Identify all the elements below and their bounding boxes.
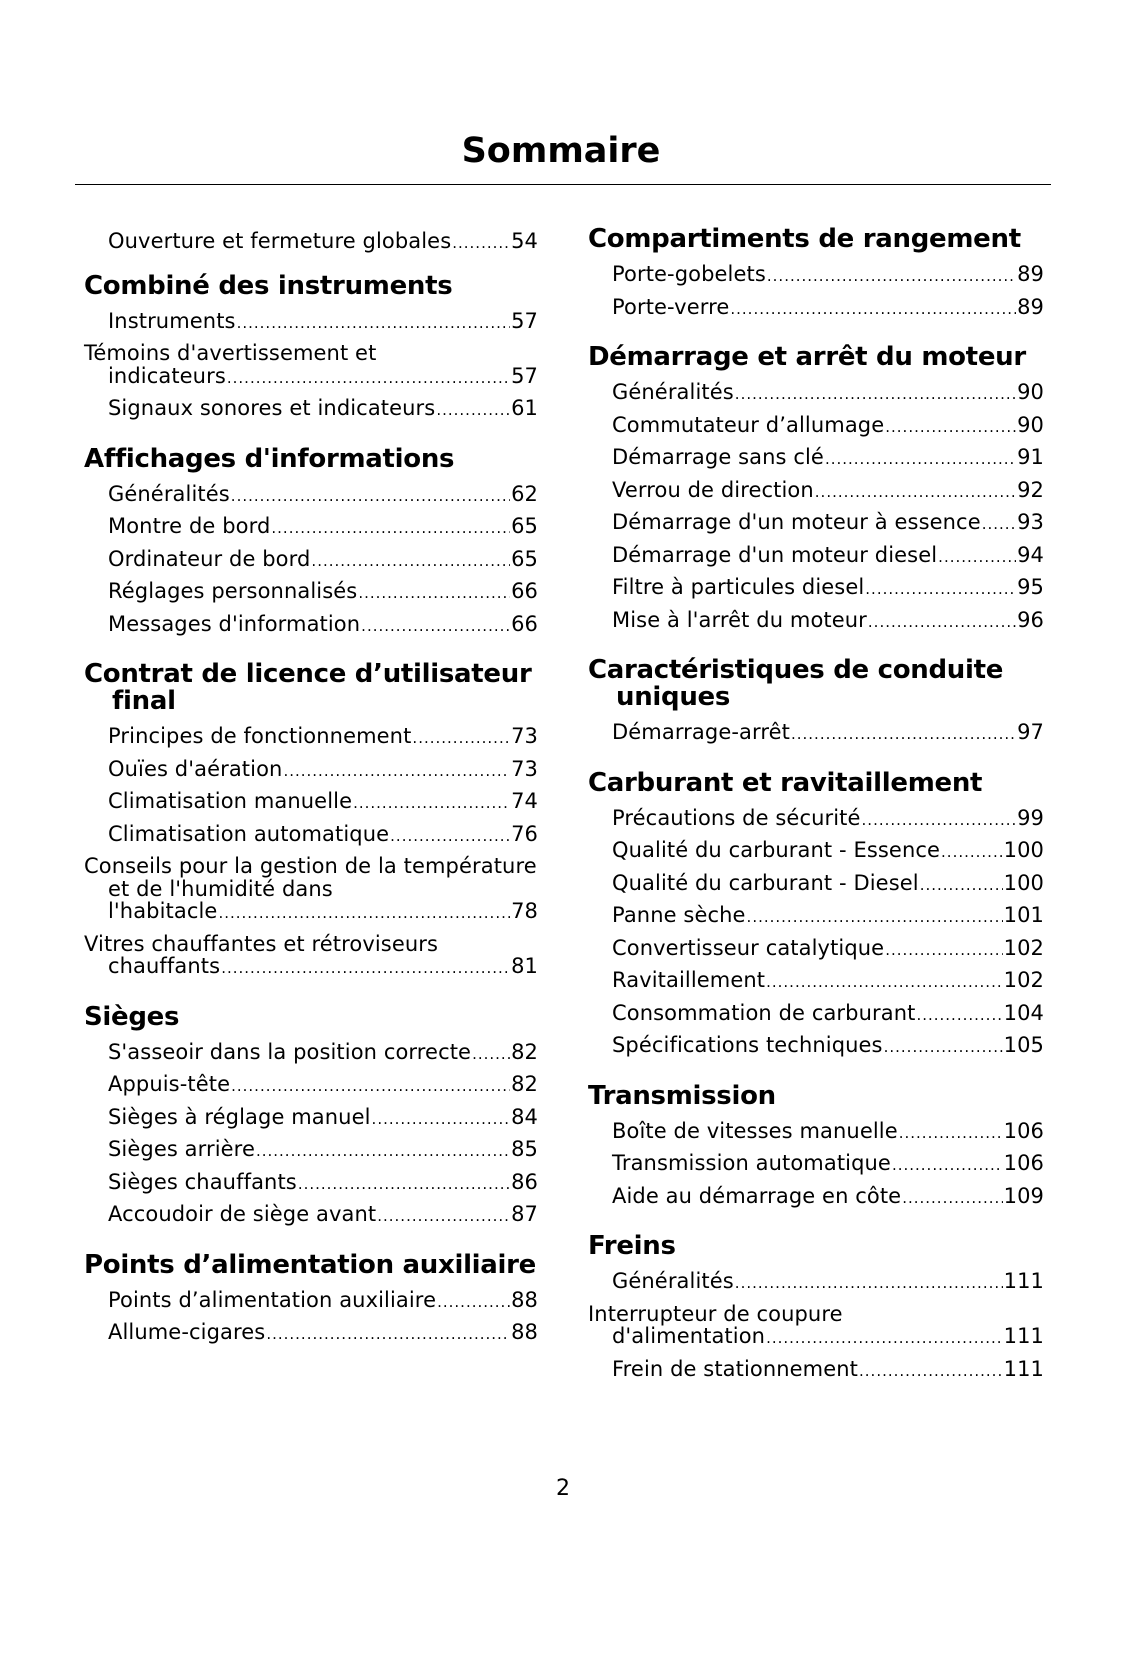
toc-section-heading[interactable]: Carburant et ravitaillement (588, 767, 983, 798)
dot-leader (916, 1004, 1002, 1027)
toc-entry[interactable] (84, 479, 538, 512)
toc-section (588, 344, 1044, 637)
toc-entry[interactable] (84, 393, 538, 426)
dot-leader (390, 825, 510, 848)
dot-leader (941, 841, 1003, 864)
dot-leader (436, 399, 510, 422)
toc-entry-text: Précautions de sécurité (612, 805, 861, 830)
toc-entry-text: Messages d'information (108, 611, 361, 636)
toc-entry-page: 84 (511, 1104, 538, 1129)
toc-entry-page: 88 (511, 1320, 538, 1344)
toc-entry-text: d'alimentation (612, 1324, 766, 1348)
toc-section (84, 270, 538, 426)
toc-entry-text: Convertisseur catalytique (612, 935, 885, 960)
toc-entry[interactable] (588, 868, 1044, 901)
dot-leader (472, 1043, 510, 1066)
toc-entry-text: Mise à l'arrêt du moteur (612, 607, 867, 632)
toc-entry-page: 61 (511, 396, 538, 420)
toc-entry[interactable] (588, 292, 1044, 325)
toc-entry[interactable] (84, 929, 538, 984)
toc-entry-text: Transmission automatique (612, 1151, 891, 1175)
toc-section-heading[interactable]: Affichages d'informations (84, 443, 455, 474)
toc-entry-text: Démarrage d'un moteur diesel (612, 542, 938, 567)
page-number: 2 (556, 1476, 570, 1501)
toc-entry-text: Généralités (612, 1269, 734, 1293)
toc-entry[interactable] (588, 1299, 1044, 1354)
toc-entry-text: Allume-cigares (108, 1320, 266, 1344)
toc-entry[interactable] (84, 1285, 538, 1318)
dot-leader (298, 1173, 510, 1196)
toc-entry[interactable] (84, 306, 538, 339)
toc-section-heading[interactable]: Contrat de licence d’utilisateur final (84, 659, 532, 716)
toc-right-column (588, 226, 1044, 1406)
toc-entry[interactable] (588, 605, 1044, 638)
toc-entry-text: Consommation de carburant (612, 1000, 916, 1025)
toc-entry-page: 78 (511, 899, 538, 923)
toc-section (84, 443, 538, 642)
toc-entry-text: Verrou de direction (612, 477, 814, 502)
toc-entry-page: 85 (511, 1137, 538, 1161)
toc-entry[interactable] (588, 965, 1044, 998)
toc-entry-page: 111 (1003, 1269, 1044, 1293)
toc-entry-text: Qualité du carburant - Essence (612, 838, 941, 862)
toc-entry-page: 65 (511, 514, 538, 538)
toc-entry-page: 76 (511, 821, 538, 846)
dot-leader (437, 1291, 510, 1314)
toc-first-section (84, 226, 538, 259)
toc-entry-page: 65 (511, 546, 538, 571)
toc-entry[interactable] (84, 1317, 538, 1350)
toc-entry-page: 91 (1017, 445, 1044, 469)
toc-entry-page: 101 (1003, 903, 1044, 927)
toc-entry-page: 111 (1003, 1324, 1044, 1348)
dot-leader (221, 957, 510, 980)
toc-entry[interactable] (84, 1069, 538, 1102)
toc-entry-text: l'habitacle (108, 899, 218, 923)
dot-leader (218, 902, 510, 925)
dot-leader (982, 513, 1016, 536)
toc-entry-page: 89 (1017, 294, 1044, 319)
dot-leader (231, 1075, 510, 1098)
toc-entry-text-prefix: Témoins d'avertissement et (84, 341, 377, 365)
dot-leader (815, 481, 1016, 504)
toc-entry[interactable] (588, 717, 1044, 750)
dot-leader (361, 615, 510, 638)
toc-entry-page: 62 (511, 481, 538, 506)
toc-entry-text: Ordinateur de bord (108, 546, 311, 571)
toc-entry[interactable] (84, 544, 538, 577)
toc-entry-text: Sièges chauffants (108, 1169, 297, 1194)
toc-section (588, 657, 1044, 750)
toc-entry-page: 102 (1003, 968, 1044, 992)
toc-entry-page: 66 (511, 579, 538, 603)
toc-entry[interactable] (588, 1181, 1044, 1214)
dot-leader (237, 312, 510, 335)
toc-entry-page: 111 (1003, 1356, 1044, 1381)
toc-entry-text: Appuis-tête (108, 1072, 231, 1096)
dot-leader (735, 1272, 1003, 1295)
toc-entry-text: Porte-verre (612, 294, 730, 319)
toc-entry-page: 92 (1017, 477, 1044, 502)
page-title: Sommaire (461, 131, 661, 171)
toc-entry-page: 94 (1017, 542, 1044, 567)
toc-section-heading[interactable]: Sièges (84, 1001, 180, 1032)
dot-leader (358, 582, 510, 605)
toc-entry-text-prefix: Interrupteur de coupure (588, 1301, 843, 1326)
toc-left-column (84, 226, 538, 1370)
toc-entry-text: Accoudoir de siège avant (108, 1202, 377, 1226)
toc-entry-text: Ouverture et fermeture globales (108, 229, 452, 253)
dot-leader (862, 809, 1017, 832)
toc-entry[interactable] (588, 259, 1044, 292)
toc-entry-page: 54 (511, 229, 538, 253)
toc-entry-text-prefix: Vitres chauffantes et rétroviseurs (84, 931, 439, 956)
dot-leader (868, 611, 1016, 634)
toc-entry-page: 86 (511, 1169, 538, 1194)
toc-entry[interactable] (84, 851, 538, 929)
toc-entry[interactable] (84, 819, 538, 852)
toc-entry-text: S'asseoir dans la position correcte (108, 1039, 472, 1064)
toc-entry-text: Porte-gobelets (612, 262, 766, 286)
toc-entry-text: Démarrage-arrêt (612, 720, 790, 744)
toc-entry[interactable] (84, 576, 538, 609)
toc-entry[interactable] (588, 442, 1044, 475)
toc-entry[interactable] (84, 1037, 538, 1070)
toc-entry[interactable] (588, 900, 1044, 933)
toc-section-heading[interactable]: Combiné des instruments (84, 270, 453, 301)
toc-entry-text: Sièges à réglage manuel (108, 1104, 371, 1129)
toc-entry[interactable] (84, 1134, 538, 1167)
toc-entry-page: 57 (511, 308, 538, 333)
toc-entry-text: Aide au démarrage en côte (612, 1183, 902, 1208)
dot-leader (767, 265, 1016, 288)
toc-entry-page: 89 (1017, 262, 1044, 286)
toc-entry-page: 73 (511, 724, 538, 748)
toc-entry-page: 97 (1017, 720, 1044, 744)
dot-leader (825, 448, 1016, 471)
toc-entry[interactable] (588, 803, 1044, 836)
toc-entry-page: 90 (1017, 380, 1044, 404)
toc-entry[interactable] (588, 1354, 1044, 1387)
toc-entry[interactable] (84, 226, 538, 259)
toc-section (84, 661, 538, 984)
toc-entry[interactable] (84, 754, 538, 787)
toc-entry[interactable] (588, 998, 1044, 1031)
dot-leader (412, 727, 510, 750)
toc-entry[interactable] (84, 721, 538, 754)
toc-entry-page: 90 (1017, 412, 1044, 437)
toc-entry-page: 105 (1003, 1033, 1044, 1057)
toc-entry-text: Généralités (612, 380, 734, 404)
dot-leader (920, 874, 1003, 897)
toc-entry-page: 100 (1003, 870, 1044, 895)
toc-entry[interactable] (84, 786, 538, 819)
toc-entry[interactable] (588, 475, 1044, 508)
dot-leader (283, 760, 510, 783)
toc-entry[interactable] (588, 1266, 1044, 1299)
toc-section-heading[interactable]: Compartiments de rangement (588, 224, 1021, 254)
toc-entry-text: Signaux sonores et indicateurs (108, 396, 436, 420)
toc-entry[interactable] (588, 507, 1044, 540)
toc-entry-page: 66 (511, 611, 538, 636)
toc-entry-text: Ravitaillement (612, 968, 766, 992)
toc-entry-text: Spécifications techniques (612, 1033, 883, 1057)
toc-entry[interactable] (84, 609, 538, 642)
dot-leader (735, 383, 1016, 406)
toc-entry-text: indicateurs (108, 363, 226, 388)
toc-section-heading[interactable]: Caractéristiques de conduite uniques (588, 655, 1004, 712)
toc-entry-text: Climatisation manuelle (108, 789, 353, 813)
toc-entry-text: Montre de bord (108, 514, 271, 538)
toc-entry-page: 109 (1003, 1183, 1044, 1208)
toc-entry-text: Réglages personnalisés (108, 579, 358, 603)
toc-entry-page: 106 (1003, 1118, 1044, 1143)
toc-entry[interactable] (84, 338, 538, 393)
dot-leader (902, 1187, 1002, 1210)
toc-entry-page: 81 (511, 954, 538, 978)
toc-section (84, 1249, 538, 1350)
toc-entry-page: 102 (1003, 935, 1044, 960)
toc-entry-text-prefix: Conseils pour la gestion de la température et de l'humidité dans (84, 854, 537, 901)
toc-entry-page: 82 (511, 1039, 538, 1064)
toc-entry-text: Climatisation automatique (108, 821, 390, 846)
toc-entry-page: 106 (1003, 1151, 1044, 1175)
toc-entry-text: Démarrage d'un moteur à essence (612, 510, 981, 534)
toc-entry[interactable] (588, 540, 1044, 573)
toc-section-heading[interactable]: Démarrage et arrêt du moteur (588, 342, 1026, 372)
toc-section (588, 226, 1044, 324)
toc-entry-text: Démarrage sans clé (612, 445, 824, 469)
toc-entry[interactable] (84, 1102, 538, 1135)
dot-leader (885, 939, 1002, 962)
toc-section-heading[interactable]: Points d’alimentation auxiliaire (84, 1249, 537, 1280)
toc-entry[interactable] (588, 1030, 1044, 1063)
toc-entry-page: 104 (1003, 1000, 1044, 1025)
dot-leader (256, 1140, 510, 1163)
toc-entry-page: 88 (511, 1287, 538, 1312)
dot-leader (766, 1327, 1003, 1350)
dot-leader (899, 1122, 1003, 1145)
toc-entry-page: 96 (1017, 607, 1044, 632)
toc-entry-page: 99 (1017, 805, 1044, 830)
dot-leader (231, 485, 510, 508)
dot-leader (885, 416, 1016, 439)
toc-entry-text: Qualité du carburant - Diesel (612, 870, 919, 895)
toc-entry-text: Boîte de vitesses manuelle (612, 1118, 898, 1143)
dot-leader (747, 906, 1003, 929)
toc-entry-text: Panne sèche (612, 903, 746, 927)
toc-entry[interactable] (588, 1116, 1044, 1149)
toc-entry-text: Commutateur d’allumage (612, 412, 885, 437)
toc-entry-page: 82 (511, 1072, 538, 1096)
dot-leader (791, 723, 1016, 746)
toc-section-heading[interactable]: Transmission (588, 1080, 776, 1111)
dot-leader (377, 1205, 510, 1228)
dot-leader (271, 517, 510, 540)
toc-entry[interactable] (588, 410, 1044, 443)
toc-entry[interactable] (84, 1199, 538, 1232)
toc-entry-page: 74 (511, 789, 538, 813)
toc-entry[interactable] (588, 933, 1044, 966)
dot-leader (266, 1323, 510, 1346)
toc-entry-text: Frein de stationnement (612, 1356, 859, 1381)
title-divider (75, 184, 1051, 185)
toc-entry-page: 57 (511, 363, 538, 388)
toc-entry[interactable] (588, 377, 1044, 410)
dot-leader (372, 1108, 511, 1131)
toc-entry-text: Généralités (108, 481, 230, 506)
dot-leader (452, 232, 510, 255)
toc-entry-page: 73 (511, 756, 538, 781)
dot-leader (766, 971, 1003, 994)
dot-leader (227, 367, 510, 390)
toc-entry[interactable] (84, 511, 538, 544)
toc-entry-page: 87 (511, 1202, 538, 1226)
toc-section-heading[interactable]: Freins (588, 1231, 676, 1261)
toc-entry-page: 100 (1003, 838, 1044, 862)
dot-leader (859, 1360, 1003, 1383)
toc-entry-text: Ouïes d'aération (108, 756, 283, 781)
toc-entry[interactable] (84, 1167, 538, 1200)
toc-entry[interactable] (588, 1148, 1044, 1181)
dot-leader (865, 578, 1016, 601)
dot-leader (938, 546, 1016, 569)
dot-leader (353, 792, 510, 815)
toc-entry-text: chauffants (108, 954, 221, 978)
toc-entry-page: 95 (1017, 575, 1044, 599)
toc-entry-text: Sièges arrière (108, 1137, 255, 1161)
toc-section (588, 767, 1044, 1063)
toc-section (84, 1001, 538, 1232)
toc-entry-page: 93 (1017, 510, 1044, 534)
toc-section (588, 1233, 1044, 1386)
dot-leader (730, 298, 1016, 321)
toc-entry-text: Principes de fonctionnement (108, 724, 412, 748)
dot-leader (884, 1036, 1003, 1059)
toc-section (588, 1080, 1044, 1214)
toc-entry-text: Points d’alimentation auxiliaire (108, 1287, 437, 1312)
dot-leader (311, 550, 510, 573)
toc-entry-text: Filtre à particules diesel (612, 575, 865, 599)
toc-entry-text: Instruments (108, 308, 236, 333)
toc-entry[interactable] (588, 835, 1044, 868)
toc-entry[interactable] (588, 572, 1044, 605)
dot-leader (892, 1154, 1003, 1177)
